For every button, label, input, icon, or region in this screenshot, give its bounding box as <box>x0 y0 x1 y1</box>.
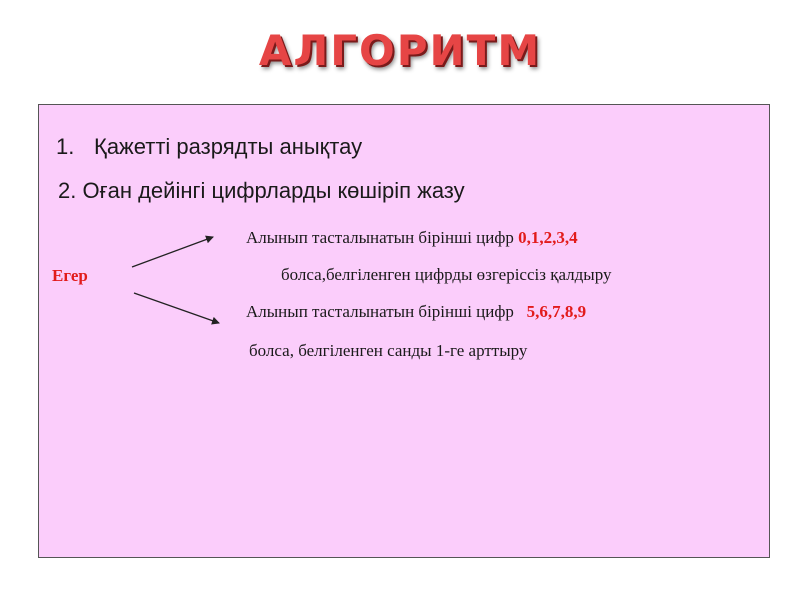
case-2-line-1 <box>246 302 586 322</box>
slide-title: АЛГОРИТМ <box>258 26 542 75</box>
case-2-digits: 5,6,7,8,9 <box>526 302 587 321</box>
case-2-text: Алынып тасталынатын бірінші цифр <box>246 302 527 321</box>
step-1-number: 1. <box>56 134 75 159</box>
step-2: 2. Оған дейінгі цифрларды көшіріп жазу <box>58 178 465 203</box>
step-1 <box>56 134 362 160</box>
step-1-text: Қажетті разрядты анықтау <box>94 134 363 159</box>
case-2-line-2: болса, белгіленген санды 1-ге арттыру <box>249 341 528 360</box>
case-1-text: Алынып тасталынатын бірінші цифр <box>246 228 519 247</box>
case-1-digits: 0,1,2,3,4 <box>518 228 578 247</box>
content-panel <box>38 104 770 558</box>
case-1-line-2: болса,белгіленген цифрды өзгеріссіз қалдыру <box>281 265 612 284</box>
case-1-line-1 <box>246 228 578 248</box>
if-label: Егер <box>52 266 88 285</box>
